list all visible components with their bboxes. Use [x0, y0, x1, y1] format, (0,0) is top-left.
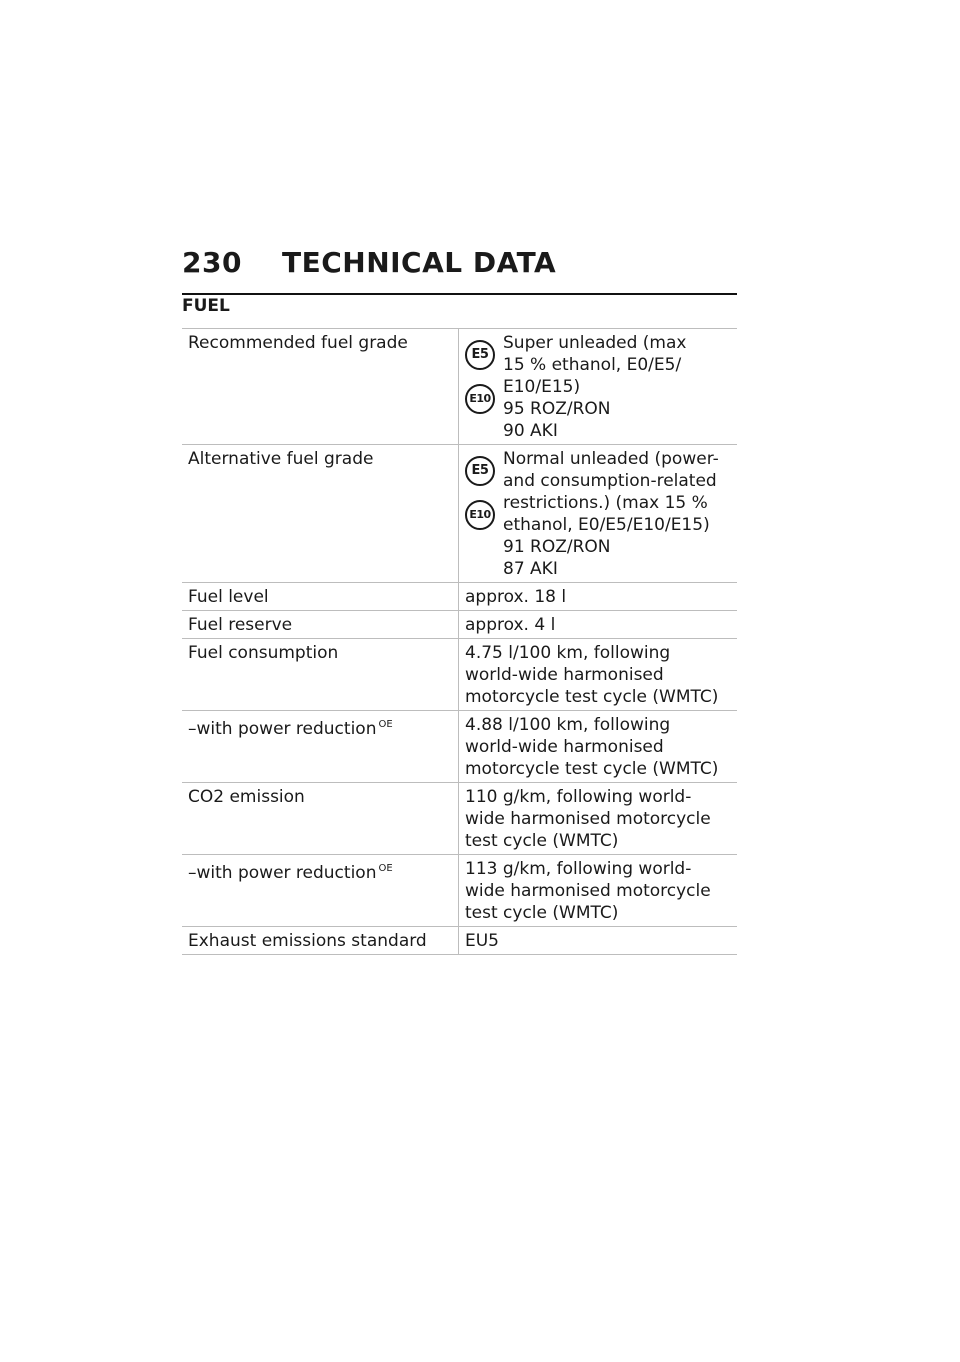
table-row-co2-power-reduction: [182, 855, 737, 927]
value-line: 113 g/km, following world-: [465, 859, 692, 879]
e10-fuel-icon: E10: [465, 500, 495, 530]
e5-fuel-icon: E5: [465, 340, 495, 370]
grade-text: [503, 332, 733, 442]
row-value: [459, 445, 737, 582]
row-value: [459, 711, 737, 782]
table-row-co2-emission: [182, 783, 737, 855]
row-value: approx. 18 l: [465, 587, 567, 607]
value-line: world-wide harmonised: [465, 737, 664, 757]
page-header: [182, 243, 742, 279]
grade-text: [503, 448, 733, 580]
row-value: [459, 855, 737, 926]
value-line: 87 AKI: [503, 559, 558, 579]
value-line: 95 ROZ/RON: [503, 399, 611, 419]
e5-fuel-icon: E5: [465, 456, 495, 486]
fuel-table: [182, 328, 737, 955]
row-label: Fuel consumption: [182, 639, 459, 710]
row-label-text: –with power reduction: [188, 719, 377, 739]
value-line: motorcycle test cycle (WMTC): [465, 759, 719, 779]
table-row-alternative-fuel: [182, 445, 737, 583]
page-title: TECHNICAL DATA: [282, 246, 557, 279]
value-line: restrictions.) (max 15 %: [503, 493, 708, 513]
value-line: ethanol, E0/E5/E10/E15): [503, 515, 710, 535]
value-line: 4.75 l/100 km, following: [465, 643, 671, 663]
table-row-exhaust-standard: [182, 927, 737, 955]
value-line: E10/E15): [503, 377, 581, 397]
optional-equipment-marker: OE: [378, 863, 393, 874]
value-line: 91 ROZ/RON: [503, 537, 611, 557]
value-line: and consumption-related: [503, 471, 717, 491]
row-label: Fuel level: [182, 583, 459, 610]
value-line: test cycle (WMTC): [465, 903, 619, 923]
row-label: [182, 855, 459, 926]
value-line: Super unleaded (max: [503, 333, 687, 353]
section-rule: [182, 293, 737, 295]
value-line: Normal unleaded (power-: [503, 449, 719, 469]
row-label: [182, 711, 459, 782]
row-label: Fuel reserve: [182, 611, 459, 638]
value-line: 4.88 l/100 km, following: [465, 715, 671, 735]
row-label: Alternative fuel grade: [182, 445, 459, 582]
page-number: 230: [182, 246, 242, 279]
value-line: 110 g/km, following world-: [465, 787, 692, 807]
value-line: 15 % ethanol, E0/E5/: [503, 355, 682, 375]
table-row-fuel-consumption: [182, 639, 737, 711]
row-label-text: –with power reduction: [188, 863, 377, 883]
table-row-fuel-reserve: [182, 611, 737, 639]
row-label: Exhaust emissions standard: [182, 927, 459, 954]
row-label: CO2 emission: [182, 783, 459, 854]
row-value: [459, 783, 737, 854]
optional-equipment-marker: OE: [378, 719, 393, 730]
value-line: wide harmonised motorcycle: [465, 809, 711, 829]
row-label: Recommended fuel grade: [182, 329, 459, 444]
e10-fuel-icon: E10: [465, 384, 495, 414]
fuel-badges: [465, 332, 503, 442]
value-line: test cycle (WMTC): [465, 831, 619, 851]
value-line: motorcycle test cycle (WMTC): [465, 687, 719, 707]
table-row-recommended-fuel: [182, 329, 737, 445]
row-value: [459, 329, 737, 444]
fuel-badges: [465, 448, 503, 580]
table-row-consumption-power-reduction: [182, 711, 737, 783]
row-value: approx. 4 l: [465, 615, 556, 635]
value-line: world-wide harmonised: [465, 665, 664, 685]
value-line: 90 AKI: [503, 421, 558, 441]
row-value: [459, 639, 737, 710]
section-title: FUEL: [182, 296, 230, 316]
value-line: wide harmonised motorcycle: [465, 881, 711, 901]
table-row-fuel-level: [182, 583, 737, 611]
row-value: EU5: [465, 931, 499, 951]
